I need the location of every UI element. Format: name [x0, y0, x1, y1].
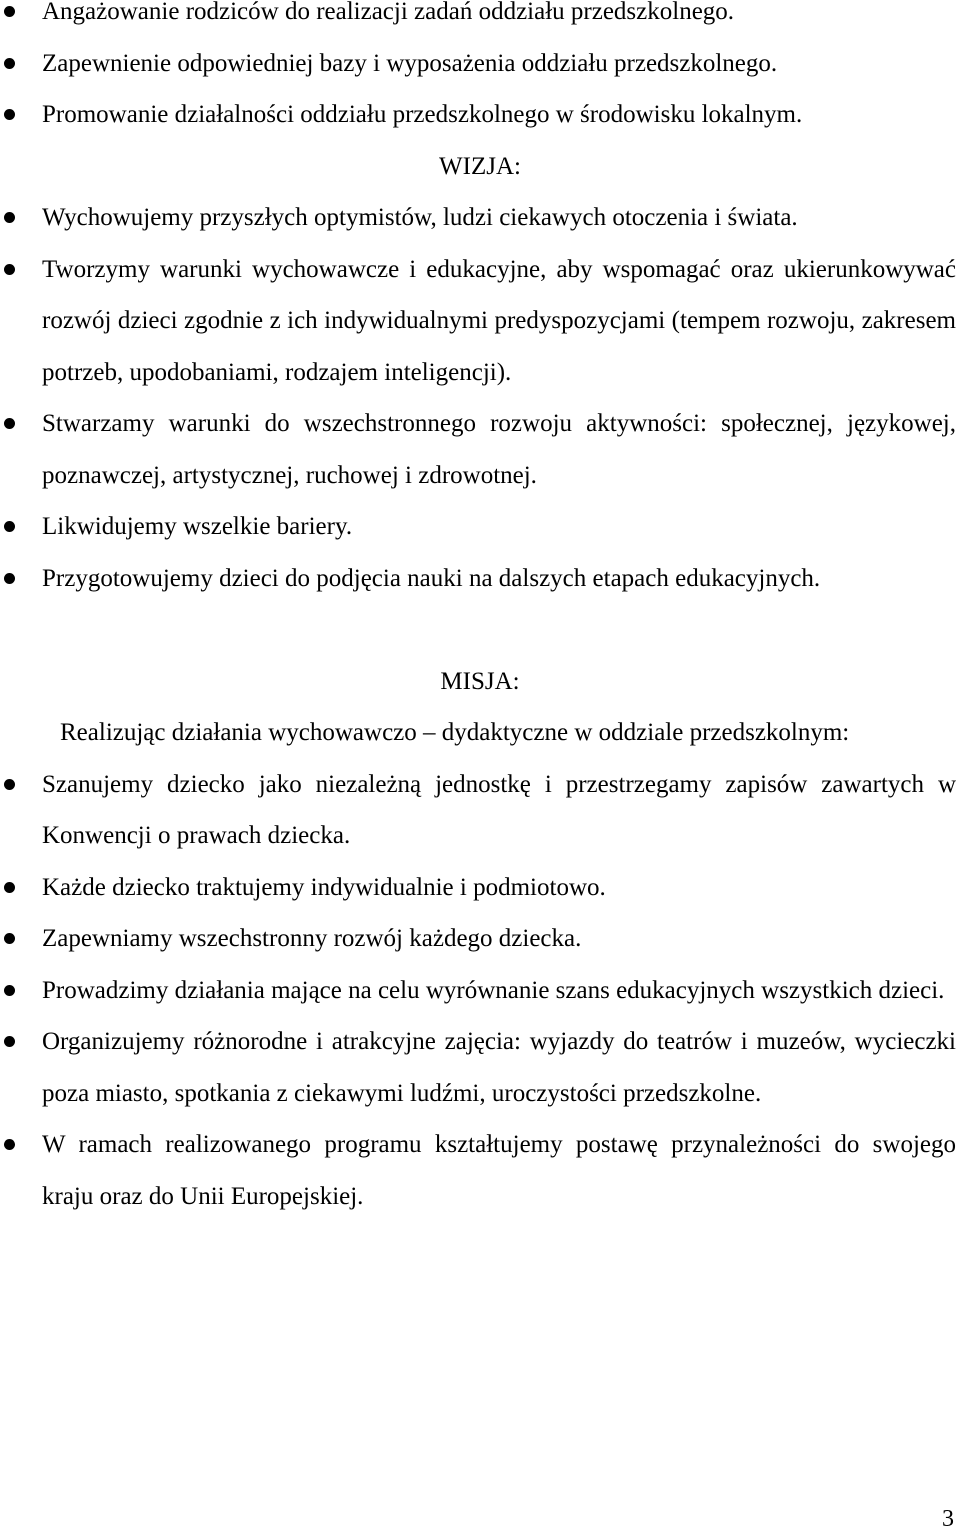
bullet-icon — [4, 418, 15, 429]
bullet-icon — [4, 1139, 15, 1150]
bullet-icon — [4, 573, 15, 584]
bullet-icon — [4, 1036, 15, 1047]
page-number: 3 — [942, 1506, 954, 1532]
list-item-text: Zapewnienie odpowiedniej bazy i wyposażenia oddziału przedszkolnego. — [42, 49, 778, 77]
list-item — [0, 1016, 960, 1119]
bullet-icon — [4, 779, 15, 790]
goals-list — [0, 0, 960, 141]
bullet-icon — [4, 212, 15, 223]
bullet-icon — [4, 882, 15, 893]
list-item-text: Każde dziecko traktujemy indywidualnie i podmiotowo. — [42, 873, 606, 901]
list-item-text: Promowanie działalności oddziału przedszkolnego w środowisku lokalnym. — [42, 101, 803, 128]
bullet-icon — [4, 521, 15, 532]
list-item — [0, 192, 960, 244]
list-item-text: Szanujemy dziecko jako niezależną jednostkę i przestrzegamy zapisów zawartych w Konwencji o prawach dziecka. — [42, 770, 956, 849]
mission-list — [0, 759, 960, 1223]
bullet-icon — [4, 933, 15, 944]
bullet-icon — [4, 985, 15, 996]
list-item — [0, 38, 960, 90]
list-item — [0, 553, 960, 605]
list-item — [0, 1119, 960, 1222]
list-item-text: Likwidujemy wszelkie bariery. — [42, 513, 353, 540]
list-item-text: Angażowanie rodziców do realizacji zadań oddziału przedszkolnego. — [42, 0, 735, 25]
bullet-icon — [4, 264, 15, 275]
list-item — [0, 759, 960, 862]
list-item-text: Wychowujemy przyszłych optymistów, ludzi ciekawych otoczenia i świata. — [42, 204, 798, 231]
list-item-text: Prowadzimy działania mające na celu wyrównanie szans edukacyjnych wszystkich dzieci. — [42, 976, 945, 1004]
list-item — [0, 89, 960, 141]
vision-heading: WIZJA: — [439, 152, 521, 180]
list-item-text: W ramach realizowanego programu kształtujemy postawę przynależności do swojego kraju oraz do Unii Europejskiej. — [42, 1131, 956, 1210]
bullet-icon — [4, 58, 15, 69]
section-spacer — [0, 604, 960, 656]
list-item — [0, 398, 960, 501]
list-item-text: Zapewniamy wszechstronny rozwój każdego dziecka. — [42, 925, 582, 952]
vision-list — [0, 192, 960, 604]
list-item — [0, 0, 960, 38]
list-item — [0, 244, 960, 399]
list-item — [0, 501, 960, 553]
list-item-text: Przygotowujemy dzieci do podjęcia nauki na dalszych etapach edukacyjnych. — [42, 564, 821, 592]
list-item — [0, 965, 960, 1017]
bullet-icon — [4, 109, 15, 120]
list-item — [0, 913, 960, 965]
list-item-text: Organizujemy różnorodne i atrakcyjne zajęcia: wyjazdy do teatrów i muzeów, wycieczki poza miasto, spotkania z ciekawymi ludźmi, uroczystości przedszkolne. — [42, 1028, 956, 1107]
mission-intro: Realizując działania wychowawczo – dydaktyczne w oddziale przedszkolnym: — [60, 719, 850, 746]
bullet-icon — [4, 6, 15, 17]
mission-heading: MISJA: — [440, 667, 520, 695]
list-item — [0, 862, 960, 914]
list-item-text: Tworzymy warunki wychowawcze i edukacyjne, aby wspomagać oraz ukierunkowywać rozwój dzieci zgodnie z ich indywidualnymi predyspozycjami (tempem rozwoju, zakresem potrzeb, upodobaniami, rodzajem inteligencji). — [42, 255, 956, 386]
list-item-text: Stwarzamy warunki do wszechstronnego rozwoju aktywności: społecznej, językowej, poznawczej, artystycznej, ruchowej i zdrowotnej. — [42, 410, 956, 489]
